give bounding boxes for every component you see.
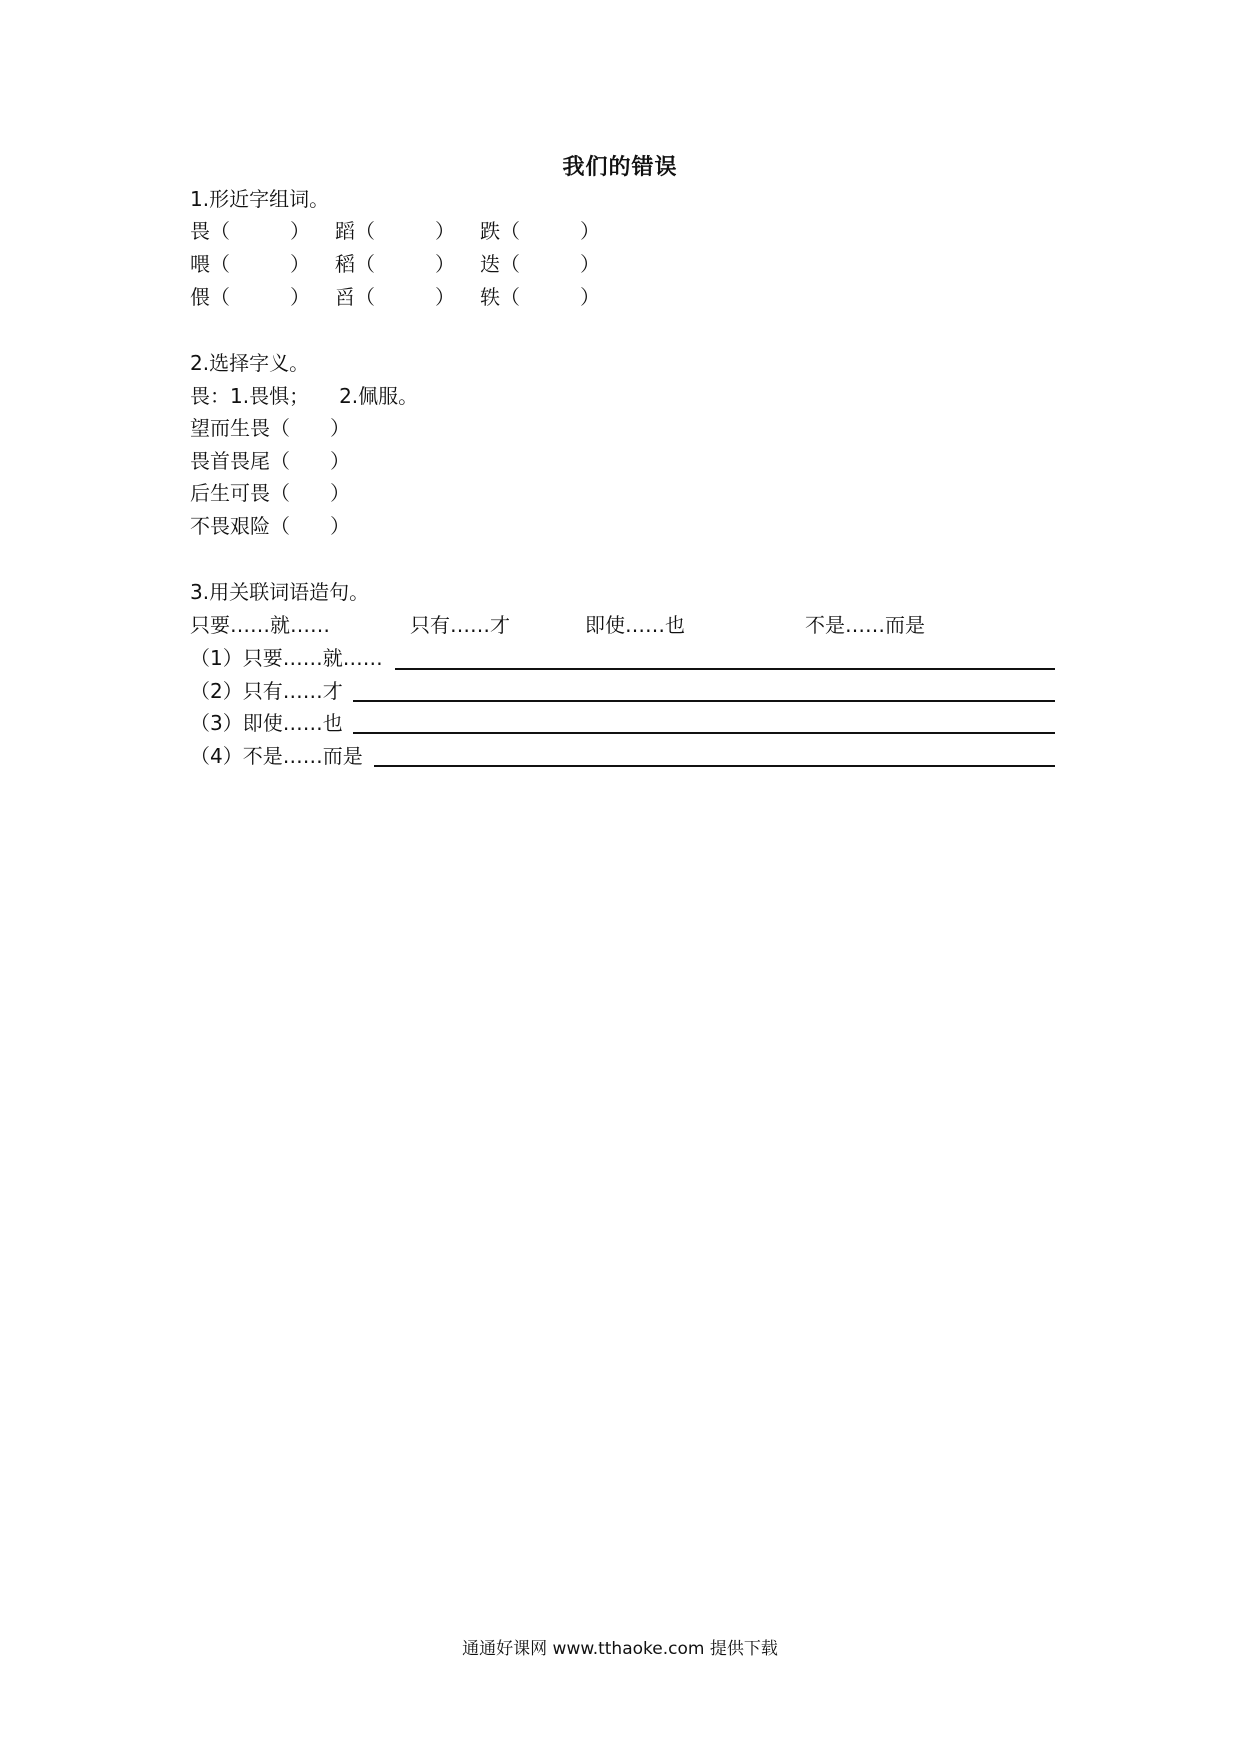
answer-line[interactable] — [353, 732, 1055, 734]
sentence-prompt: （4）不是……而是 — [190, 744, 363, 768]
char-item: 轶（ ） — [480, 285, 600, 309]
idiom-item: 不畏艰险（ ） — [190, 514, 350, 538]
char-item: 偎（ ） — [190, 285, 310, 309]
section2-heading: 2.选择字义。 — [190, 351, 310, 375]
idiom-item: 畏首畏尾（ ） — [190, 449, 350, 473]
answer-line[interactable] — [353, 700, 1055, 702]
sentence-prompt: （2）只有……才 — [190, 679, 343, 703]
char-item: 迭（ ） — [480, 252, 600, 276]
char-item: 跌（ ） — [480, 219, 600, 243]
char-item: 畏（ ） — [190, 219, 310, 243]
answer-line[interactable] — [395, 668, 1055, 670]
char-item: 喂（ ） — [190, 252, 310, 276]
conjunction-option: 只要……就…… — [190, 613, 330, 637]
conjunction-option: 不是……而是 — [805, 613, 925, 637]
page-title: 我们的错误 — [562, 155, 678, 180]
answer-line[interactable] — [374, 765, 1055, 767]
definition-line: 畏：1.畏惧； 2.佩服。 — [190, 384, 419, 408]
footer-text: 通通好课网 www.tthaoke.com 提供下载 — [462, 1639, 778, 1659]
char-item: 稻（ ） — [335, 252, 455, 276]
section1-heading: 1.形近字组词。 — [190, 187, 330, 211]
conjunction-option: 只有……才 — [410, 613, 510, 637]
section3-heading: 3.用关联词语造句。 — [190, 580, 370, 604]
char-item: 蹈（ ） — [335, 219, 455, 243]
char-item: 舀（ ） — [335, 285, 455, 309]
idiom-item: 后生可畏（ ） — [190, 481, 350, 505]
idiom-item: 望而生畏（ ） — [190, 416, 350, 440]
sentence-prompt: （1）只要……就…… — [190, 646, 383, 670]
conjunction-option: 即使……也 — [585, 613, 685, 637]
sentence-prompt: （3）即使……也 — [190, 711, 343, 735]
